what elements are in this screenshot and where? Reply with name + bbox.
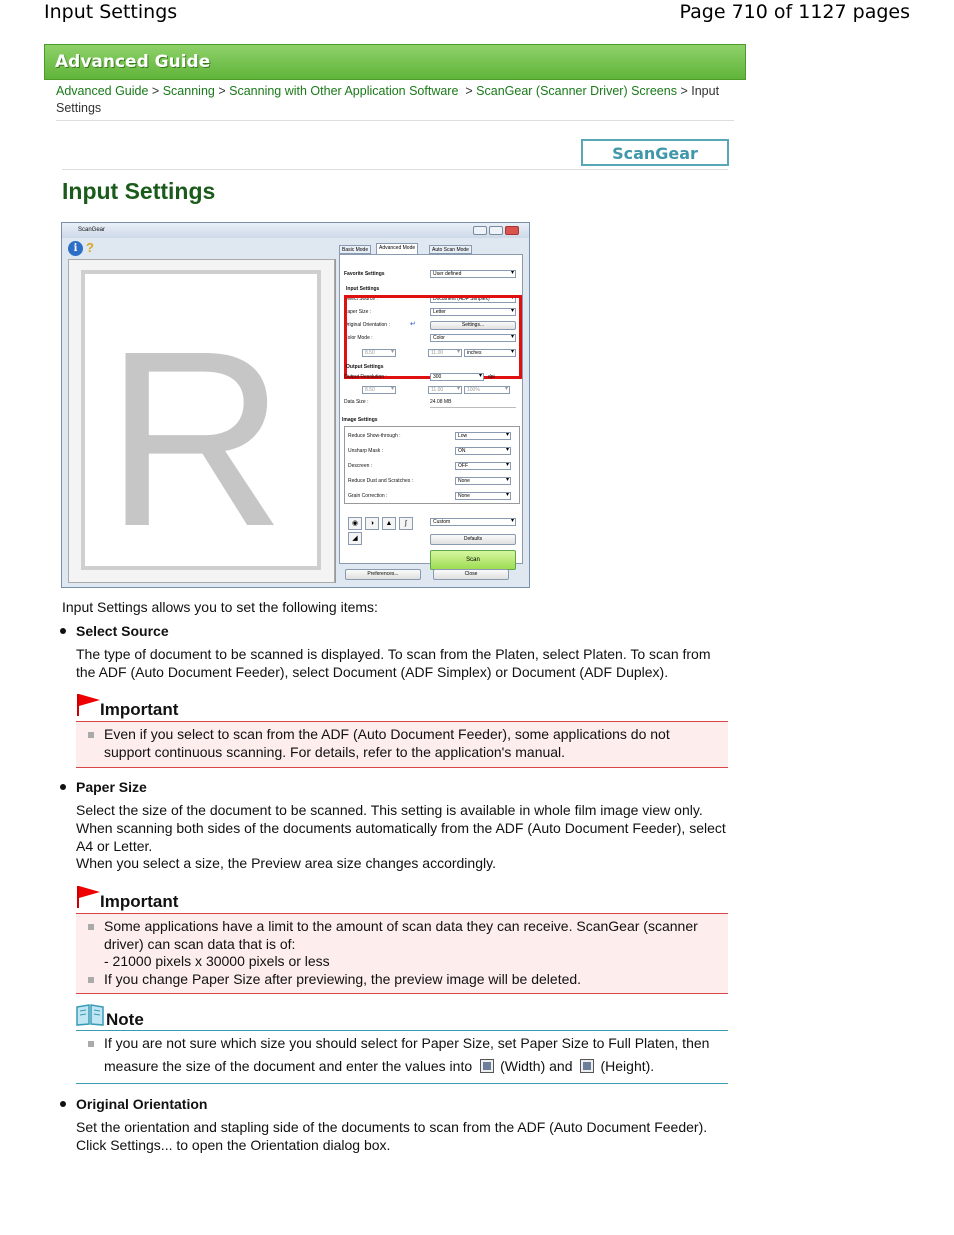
- page-counter: Page 710 of 1127 pages: [679, 1, 910, 23]
- note-heading: Note: [106, 1010, 144, 1029]
- important-item: - 21000 pixels x 30000 pixels or less: [104, 953, 330, 969]
- note-width-label: (Width) and: [500, 1058, 573, 1074]
- select-source-body: The type of document to be scanned is displayed. To scan from the Platen, select Platen. To scan from the ADF (Auto Document Feeder), select Document (ADF Simplex) or Document (ADF Duplex).: [76, 646, 711, 680]
- preview-document: [81, 270, 321, 570]
- page-title: Input Settings: [62, 178, 216, 204]
- panel-body: [339, 254, 523, 564]
- list-square-icon: [88, 1041, 94, 1047]
- advanced-guide-banner: [44, 44, 746, 80]
- breadcrumb-advanced-guide[interactable]: Advanced Guide: [56, 84, 149, 98]
- note-book-icon: [76, 1004, 104, 1026]
- pane-divider: [335, 259, 336, 583]
- tone-preset-select: Custom ▾: [430, 518, 516, 526]
- color-adjust-icon: ◉: [348, 517, 362, 530]
- minimize-icon: [473, 226, 487, 235]
- note-line: [104, 1058, 724, 1076]
- scale-field: 100% ▾: [464, 386, 510, 394]
- brightness-icon: ◑: [365, 517, 379, 530]
- info-icon: i: [68, 241, 83, 256]
- close-icon: [505, 226, 519, 235]
- preview-area: [68, 259, 335, 583]
- paper-size-line: When you select a size, the Preview area size changes accordingly.: [76, 855, 496, 871]
- preview-letter: R: [105, 299, 286, 570]
- preferences-button: Preferences...: [345, 569, 421, 580]
- favorite-select: User defined ▾: [430, 270, 516, 278]
- orientation-label: Original Orientation :: [344, 322, 390, 328]
- important-item: Some applications have a limit to the amount of scan data they can receive. ScanGear (scanner driver) can scan data that is of:: [104, 918, 698, 952]
- important-flag-icon: [76, 884, 100, 908]
- input-height-field: 11.00 ▾: [428, 349, 462, 357]
- settings-button: Settings...: [430, 321, 516, 330]
- favorite-label: Favorite Settings: [344, 271, 385, 277]
- page-header: [44, 0, 910, 26]
- divider: [56, 120, 734, 121]
- image-settings-list: [344, 426, 520, 504]
- bullet: [60, 1101, 66, 1107]
- breadcrumb-current: Input Settings: [56, 84, 720, 115]
- window-titlebar: [62, 223, 529, 238]
- scan-button: Scan: [430, 550, 516, 570]
- breadcrumb-sep: >: [680, 84, 688, 98]
- select-source-select: Document (ADF Simplex) ▾: [430, 295, 516, 303]
- breadcrumb-scangear-screens[interactable]: ScanGear (Scanner Driver) Screens: [476, 84, 677, 98]
- intro-text: Input Settings allows you to set the following items:: [62, 599, 378, 615]
- image-setting-value: None ▾: [455, 477, 511, 485]
- bullet: [60, 784, 66, 790]
- breadcrumb-sep: >: [151, 84, 160, 98]
- badge-label: ScanGear: [612, 144, 698, 163]
- note-line: If you are not sure which size you should select for Paper Size, set Paper Size to Full Platen, then: [104, 1035, 710, 1051]
- paper-size-select: Letter ▾: [430, 308, 516, 316]
- important-heading: Important: [100, 892, 179, 911]
- maximize-icon: [489, 226, 503, 235]
- tab-advanced-mode: Advanced Mode: [376, 243, 418, 254]
- unit-select: inches ▾: [464, 349, 516, 357]
- image-setting-value: OFF ▾: [455, 462, 511, 470]
- important-heading: Important: [100, 700, 179, 719]
- output-height-field: 11.00 ▾: [428, 386, 462, 394]
- paper-size-line: Select the size of the document to be scanned. This setting is available in whole film image view only.: [76, 802, 703, 818]
- breadcrumb: [56, 83, 736, 117]
- settings-panel: [339, 243, 525, 583]
- orientation-body: Set the orientation and stapling side of the documents to scan from the ADF (Auto Document Feeder). Click Settings... to open the Orientation dialog box.: [76, 1119, 708, 1153]
- important-box: [76, 721, 728, 768]
- tab-basic-mode: Basic Mode: [339, 245, 371, 254]
- width-icon: [480, 1059, 494, 1073]
- important-item: If you change Paper Size after previewing, the preview image will be deleted.: [104, 971, 582, 987]
- image-setting-value: ON ▾: [455, 447, 511, 455]
- image-setting-value: None ▾: [455, 492, 511, 500]
- select-source-title: Select Source: [76, 623, 169, 639]
- threshold-icon: ◢: [348, 532, 362, 545]
- scangear-screenshot: [61, 222, 530, 588]
- important-item: Even if you select to scan from the ADF (Auto Document Feeder), some applications do not support continuous scanning. For details, refer to the application's manual.: [104, 726, 670, 760]
- height-icon: [580, 1059, 594, 1073]
- important-box: [76, 913, 728, 994]
- defaults-button: Defaults: [430, 534, 516, 545]
- output-resolution-select: 300 ▾: [430, 373, 484, 381]
- tab-auto-scan-mode: Auto Scan Mode: [429, 245, 472, 254]
- image-setting-value: Low ▾: [455, 432, 511, 440]
- input-settings-heading: Input Settings: [346, 286, 380, 292]
- output-settings-heading: Output Settings: [346, 364, 384, 370]
- image-setting-label: Grain Correction :: [348, 493, 388, 499]
- paper-size-title: Paper Size: [76, 779, 147, 795]
- note-text: measure the size of the document and enter the values into: [104, 1058, 473, 1074]
- note-box: [76, 1030, 728, 1084]
- list-square-icon: [88, 732, 94, 738]
- dpi-label: dpi: [488, 374, 495, 380]
- orientation-icon: ↵: [410, 321, 416, 328]
- list-square-icon: [88, 924, 94, 930]
- note-height-label: (Height).: [600, 1058, 655, 1074]
- image-setting-label: Unsharp Mask :: [348, 448, 384, 454]
- data-size-label: Data Size :: [344, 399, 369, 405]
- output-width-field: 8.50 ▾: [362, 386, 396, 394]
- help-icon: ?: [86, 240, 94, 255]
- image-setting-label: Descreen :: [348, 463, 373, 469]
- important-flag-icon: [76, 692, 100, 716]
- color-mode-label: Color Mode :: [344, 335, 373, 341]
- divider: [62, 169, 728, 170]
- breadcrumb-sep: >: [218, 84, 226, 98]
- data-size-underline: [430, 407, 516, 408]
- close-button: Close: [433, 569, 509, 580]
- window-title: ScanGear: [78, 227, 106, 233]
- image-setting-label: Reduce Dust and Scratches :: [348, 478, 414, 484]
- breadcrumb-sep: >: [465, 84, 473, 98]
- tone-curve-icon: ∫: [399, 517, 413, 530]
- histogram-icon: ▲: [382, 517, 396, 530]
- paper-size-line: When scanning both sides of the documents automatically from the ADF (Auto Document Feeder), select A4 or Letter.: [76, 820, 726, 854]
- input-width-field: 8.50 ▾: [362, 349, 396, 357]
- banner-label: Advanced Guide: [55, 52, 211, 72]
- paper-size-label: Paper Size :: [344, 309, 372, 315]
- orientation-title: Original Orientation: [76, 1096, 208, 1112]
- bullet: [60, 628, 66, 634]
- output-resolution-label: Output Resolution :: [344, 374, 387, 380]
- list-square-icon: [88, 977, 94, 983]
- data-size-value: 24.08 MB: [430, 399, 452, 405]
- breadcrumb-other-app[interactable]: Scanning with Other Application Software: [229, 84, 459, 98]
- image-settings-heading: Image Settings: [342, 417, 378, 423]
- breadcrumb-scanning[interactable]: Scanning: [162, 84, 215, 98]
- select-source-label: Select Source :: [344, 296, 378, 302]
- image-setting-label: Reduce Show-through :: [348, 433, 401, 439]
- scangear-badge: [581, 139, 729, 166]
- color-mode-select: Color ▾: [430, 334, 516, 342]
- header-title: Input Settings: [44, 1, 178, 23]
